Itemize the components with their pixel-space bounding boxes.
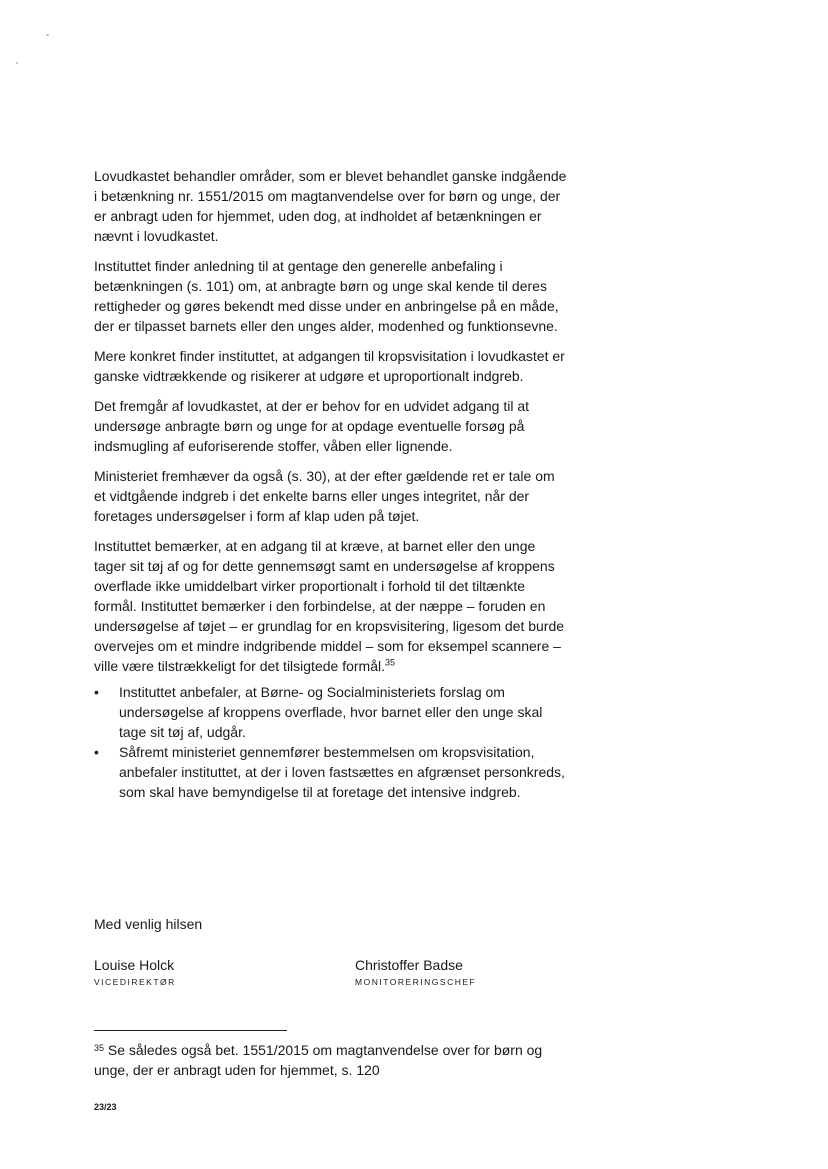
- paragraph: Mere konkret finder instituttet, at adgangen til kropsvisitation i lovudkastet er ganske vidtrækkende og risikerer at udgøre et uproportionalt indgreb.: [94, 348, 565, 384]
- paragraph: Lovudkastet behandler områder, som er blevet behandlet ganske indgående i betænkning nr. 1551/2015 om magtanvendelse over for børn og unge, der er anbragt uden for hjemmet, uden dog, at indholdet af betænkningen er nævnt i lovudkastet.: [94, 168, 567, 244]
- list-item-text: Instituttet anbefaler, at Børne- og Socialministeriets forslag om undersøgelse af kroppens overflade, hvor barnet eller den unge skal tage sit tøj af, udgår.: [119, 684, 543, 740]
- footnote: [94, 1040, 574, 1080]
- bullet-icon: •: [94, 684, 99, 700]
- footnote-number: 35: [94, 1043, 105, 1053]
- bullet-icon: •: [94, 744, 99, 760]
- signatory-name: Louise Holck: [94, 957, 175, 973]
- paragraph: Det fremgår af lovudkastet, at der er behov for en udvidet adgang til at undersøge anbragte børn og unge for at opdage eventuelle forsøg på indsmugling af euforiserende stoffer, våben eller lignende.: [94, 398, 530, 454]
- list-item: [94, 682, 568, 742]
- scan-speck: [16, 62, 18, 64]
- page-number: 23/23: [94, 1102, 117, 1112]
- signatory-block: [355, 957, 476, 987]
- list-item: [94, 742, 568, 802]
- footnote-text: Se således også bet. 1551/2015 om magtanvendelse over for børn og unge, der er anbragt uden for hjemmet, s. 120: [94, 1042, 543, 1078]
- signatory-title: MONITORERINGSCHEF: [355, 977, 477, 987]
- list-item-text: Såfremt ministeriet gennemfører bestemmelsen om kropsvisitation, anbefaler instituttet, at der i loven fastsættes en afgrænset personkreds, som skal have bemyndigelse til at foretage det intensive indgreb.: [119, 744, 565, 800]
- paragraph: Instituttet finder anledning til at gentage den generelle anbefaling i betænkningen (s. 101) om, at anbragte børn og unge skal kende til deres rettigheder og gøres bekendt med disse under en anbringelse på en måde, der er tilpasset barnets eller den unges alder, modenhed og funktionsevne.: [94, 258, 559, 334]
- scan-speck: [46, 34, 49, 36]
- closing-greeting: Med venlig hilsen: [94, 916, 203, 932]
- signatory-block: [94, 957, 176, 987]
- signatory-title: VICEDIREKTØR: [94, 977, 176, 987]
- paragraph: [94, 536, 568, 676]
- paragraph: Ministeriet fremhæver da også (s. 30), at der efter gældende ret er tale om et vidtgående indgreb i det enkelte barns eller unges integritet, når der foretages undersøgelser i form af klap uden på tøjet.: [94, 468, 555, 524]
- signatory-name: Christoffer Badse: [355, 957, 463, 973]
- footnote-reference[interactable]: 35: [385, 657, 396, 668]
- recommendation-list: [94, 682, 568, 802]
- footnote-divider: [94, 1030, 287, 1031]
- letter-body: [94, 166, 568, 802]
- paragraph-text: Instituttet bemærker, at en adgang til at kræve, at barnet eller den unge tager sit tøj af og for dette gennemsøgt samt en undersøgelse af kroppens overflade ikke umiddelbart virker proportionalt i forhold til det tiltænkte formål. Instituttet bemærker i den forbindelse, at der næppe – foruden en undersøgelse af tøjet – er grundlag for en kropsvisitering, ligesom det burde overvejes om et mindre indgribende middel – som for eksempel scannere – ville være tilstrækkeligt for det tilsigtede formål.: [94, 538, 565, 674]
